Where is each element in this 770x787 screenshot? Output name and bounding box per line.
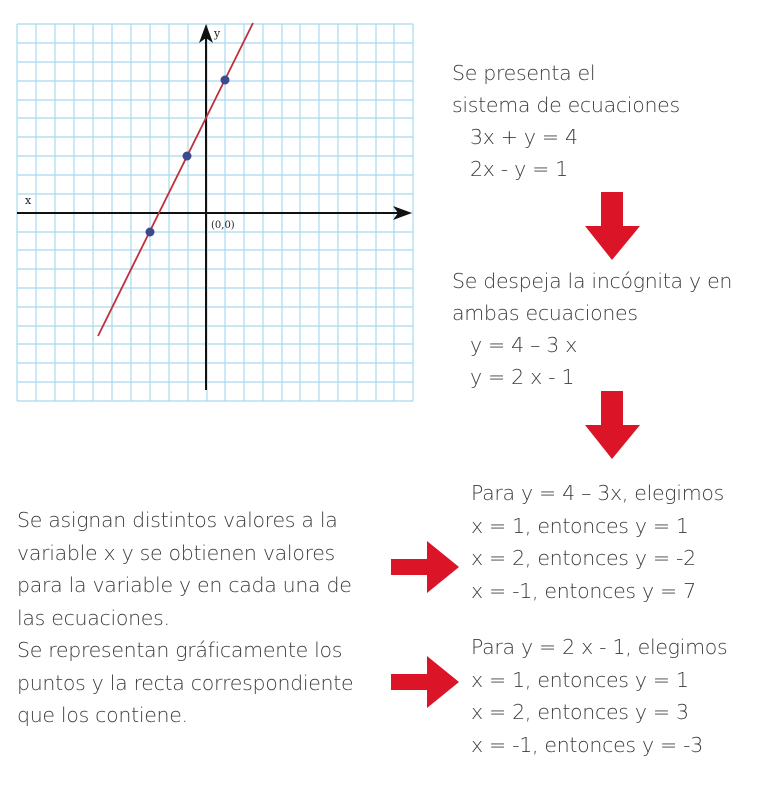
right-arrow-icon xyxy=(391,541,460,593)
step3b-line: Para y = 2 x - 1, elegimos xyxy=(471,635,728,659)
explanation-line: que los contiene. xyxy=(17,703,188,727)
down-arrow-icon xyxy=(585,192,641,260)
step3a-line: x = -1, entonces y = 7 xyxy=(471,578,696,603)
explanation-line: las ecuaciones. xyxy=(17,605,170,630)
down-arrow-icon xyxy=(585,391,641,459)
step3b-line: x = -1, entonces y = -3 xyxy=(471,732,703,757)
step1-equation: 2x - y = 1 xyxy=(470,157,568,181)
step3b-line: x = 1, entonces y = 1 xyxy=(471,667,689,692)
explanation-line: Se asignan distintos valores a la xyxy=(17,508,338,532)
step1-block xyxy=(452,57,680,185)
step1-equation: 3x + y = 4 xyxy=(470,125,578,149)
explanation-line: variable x y se obtienen valores xyxy=(17,540,335,565)
explanation-block xyxy=(17,504,353,732)
data-point xyxy=(221,76,230,85)
step2-equation: y = 2 x - 1 xyxy=(470,365,575,389)
explanation-line: Se representan gráficamente los xyxy=(17,638,343,662)
right-arrow-icon xyxy=(391,656,460,708)
step1-line: Se presenta el xyxy=(452,61,596,85)
step3b-line: x = 2, entonces y = 3 xyxy=(471,700,689,724)
origin-label: (0,0) xyxy=(211,220,235,231)
step3a-line: x = 1, entonces y = 1 xyxy=(471,513,689,538)
step3b-block xyxy=(471,631,727,761)
axes xyxy=(17,24,412,390)
explanation-line: para la variable y en cada una de xyxy=(17,573,352,597)
step3a-line: Para y = 4 – 3x, elegimos xyxy=(471,481,724,505)
explanation-line: puntos y la recta correspondiente xyxy=(17,670,354,695)
step2-block xyxy=(452,265,732,393)
step2-line: ambas ecuaciones xyxy=(452,301,638,325)
step3a-block xyxy=(471,477,724,607)
step2-line: Se despeja la incógnita y en xyxy=(452,269,733,293)
data-point xyxy=(183,152,192,161)
solution-line xyxy=(98,23,253,336)
x-axis-label: x xyxy=(25,194,32,207)
step3a-line: x = 2, entonces y = -2 xyxy=(471,546,696,570)
step1-line: sistema de ecuaciones xyxy=(452,93,680,117)
coordinate-graph xyxy=(0,0,430,410)
step2-equation: y = 4 – 3 x xyxy=(470,333,578,357)
y-axis-label: y xyxy=(214,27,221,40)
data-point xyxy=(146,228,155,237)
